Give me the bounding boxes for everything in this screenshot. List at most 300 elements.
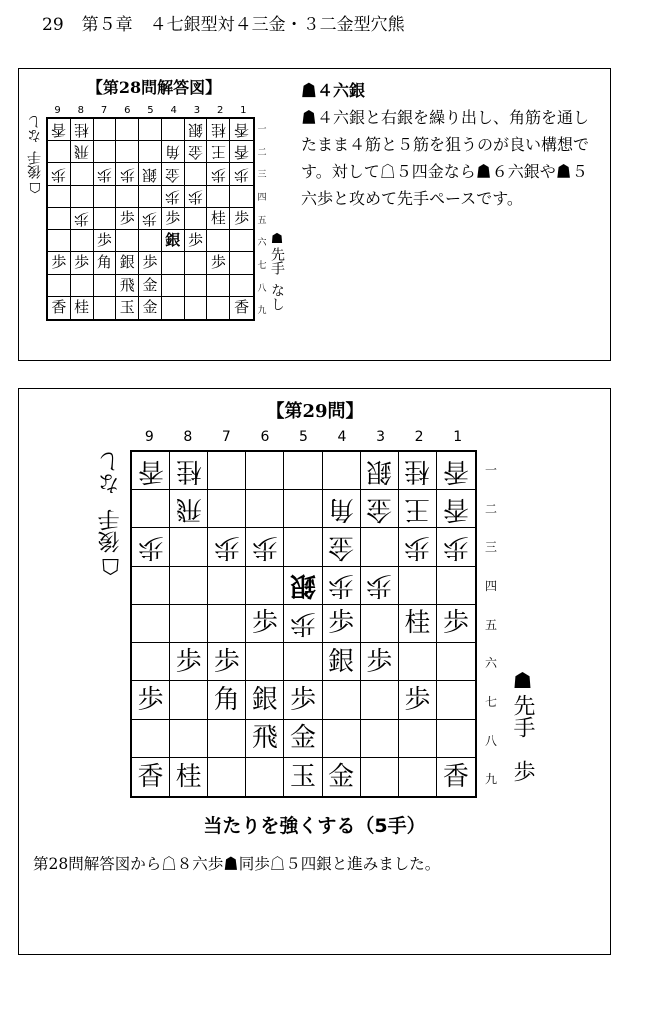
board-square [139,141,162,163]
board-square [116,208,139,230]
board-square [361,681,399,719]
row-label: 二 [257,147,267,158]
sente-piece: 銀 [328,646,355,677]
board-square [139,186,162,208]
gote-piece: 歩 [51,165,67,184]
sente-hand: なし [269,283,285,311]
sente-piece: 歩 [404,684,431,715]
problem29-sente-info [507,669,538,782]
board-square [284,720,322,758]
board-square [139,119,162,141]
board-square [323,605,361,643]
sente-piece: 銀 [119,253,135,272]
board-square [71,163,94,185]
sente-piece: 香 [137,761,164,792]
column-label: 7 [221,429,231,445]
board-square [162,275,185,297]
board-square [48,208,71,230]
sente-piece: 角 [96,253,112,272]
gote-piece: 香 [442,493,469,524]
board-square [116,186,139,208]
board-square [116,141,139,163]
board-square [399,681,437,719]
sente-piece: 銀 [251,684,278,715]
sente-piece: 歩 [442,608,469,639]
board-square [246,490,284,528]
board-square [170,567,208,605]
sente-piece: 桂 [175,761,202,792]
board-square [94,297,117,319]
sente-piece: 歩 [119,208,135,227]
board-square [361,643,399,681]
page-header [42,10,405,35]
board-square [399,528,437,566]
board-square [185,252,208,274]
board-square [170,681,208,719]
column-label: 5 [147,105,154,116]
sente-piece: 歩 [165,208,181,227]
board-square [323,720,361,758]
board-square [116,275,139,297]
sente-piece: 歩 [142,253,158,272]
column-label: 3 [193,105,201,116]
sente-piece: 歩 [137,684,164,715]
board-square [323,490,361,528]
board-square [48,252,71,274]
board-square [284,490,322,528]
gote-piece: 銀 [142,165,158,184]
column-label: 1 [453,429,463,445]
board-square [399,490,437,528]
column-label: 6 [124,105,131,116]
board-square [361,490,399,528]
problem28-column-labels [46,105,255,116]
gote-piece: 歩 [404,532,431,563]
board-square [246,452,284,490]
board-square [230,297,253,319]
row-label: 三 [484,540,497,555]
board-square [284,528,322,566]
sente-piece: 香 [51,298,67,317]
column-label: 5 [299,429,308,445]
board-square [361,567,399,605]
board-square [284,452,322,490]
gote-piece: 香 [234,143,250,162]
chapter-title: 第５章 ４七銀型対４三金・３二金型穴熊 [81,15,405,35]
board-square [185,163,208,185]
row-label: 一 [484,462,497,477]
problem29-note: 第28問解答図から☖８六歩☗同歩☖５四銀と進みました。 [33,855,441,873]
gote-piece: 歩 [251,532,278,563]
board-square [399,452,437,490]
board-square [71,208,94,230]
board-square [284,567,322,605]
board-square [94,208,117,230]
gote-piece: 歩 [289,608,316,639]
board-square [94,275,117,297]
board-square [162,252,185,274]
board-square [208,528,246,566]
problem28-sente-info [267,231,287,311]
sente-piece: 金 [328,761,355,792]
problem28-board [46,117,255,321]
board-square [284,605,322,643]
board-square [207,163,230,185]
column-label: 4 [170,105,177,116]
sente-piece: 歩 [74,253,90,272]
board-square [437,758,475,796]
board-square [361,528,399,566]
gote-piece: 桂 [74,121,90,140]
column-label: 2 [216,105,224,116]
gote-piece: 歩 [442,532,469,563]
board-square [399,758,437,796]
column-label: 4 [337,429,347,445]
board-square [246,643,284,681]
board-square [48,275,71,297]
board-square [48,119,71,141]
gote-piece: 金 [188,143,204,162]
board-square [437,567,475,605]
problem29-row-labels [477,450,505,798]
board-square [94,186,117,208]
sente-piece: 歩 [366,646,393,677]
row-label: 八 [484,733,497,748]
board-square [170,528,208,566]
board-square [139,208,162,230]
board-square [323,681,361,719]
board-square [71,230,94,252]
board-square [207,297,230,319]
board-square [162,141,185,163]
board-square [437,528,475,566]
gote-piece: 金 [328,532,355,563]
board-square [170,643,208,681]
gote-piece: 歩 [188,187,204,206]
board-square [437,490,475,528]
gote-piece: 歩 [328,570,355,601]
board-square [162,186,185,208]
board-square [207,186,230,208]
gote-piece: 歩 [137,532,164,563]
board-square [361,452,399,490]
row-label: 八 [257,283,267,294]
board-square [162,208,185,230]
gote-mark-icon: ☖ [27,179,43,195]
board-square [116,119,139,141]
board-square [399,567,437,605]
board-square [94,163,117,185]
sente-piece: 歩 [251,608,278,639]
board-square [71,297,94,319]
row-label: 七 [484,694,497,709]
column-label: 9 [54,105,61,116]
gote-piece: 銀 [366,455,393,486]
row-label: 七 [257,260,267,271]
gote-piece: 香 [51,121,67,140]
row-label: 四 [484,578,497,593]
problem29-column-labels [130,429,477,445]
board-square [230,275,253,297]
gote-piece: 飛 [175,493,202,524]
board-square [207,141,230,163]
board-square [94,141,117,163]
board-square [246,758,284,796]
board-square [437,720,475,758]
board-square [48,230,71,252]
board-square [185,275,208,297]
sente-piece: 金 [142,298,158,317]
sente-piece: 金 [289,723,316,754]
sente-hand: 歩 [510,760,535,782]
board-square [230,163,253,185]
row-label: 九 [257,306,267,317]
board-square [132,681,170,719]
gote-piece: 歩 [74,209,90,228]
board-square [207,252,230,274]
board-square [185,230,208,252]
board-square [361,605,399,643]
sente-piece: 歩 [328,608,355,639]
gote-piece: 香 [234,121,250,140]
sente-piece: 歩 [96,231,112,250]
board-square [208,452,246,490]
board-square [323,758,361,796]
board-square [207,230,230,252]
gote-hand: なし [27,115,43,143]
column-label: 6 [260,429,270,445]
gote-hand: なし [98,451,123,495]
board-square [170,452,208,490]
gote-piece: 金 [366,493,393,524]
board-square [185,186,208,208]
board-square [71,275,94,297]
board-square [94,252,117,274]
board-square [48,297,71,319]
board-square [170,758,208,796]
sente-piece: 歩 [210,253,226,272]
board-square [116,163,139,185]
sente-piece: 桂 [210,208,226,227]
column-label: 9 [144,429,154,445]
gote-piece: 銀 [188,121,204,140]
board-square [284,681,322,719]
gote-piece: 歩 [96,165,112,184]
gote-piece: 金 [165,165,181,184]
board-square [361,758,399,796]
sente-piece: 玉 [289,761,316,792]
gote-piece: 歩 [210,165,226,184]
board-square [170,720,208,758]
sente-mark-icon: ☗ [510,669,535,694]
gote-piece: 角 [328,493,355,524]
board-square [71,252,94,274]
gote-piece: 王 [210,143,226,162]
board-square [185,208,208,230]
board-square [185,119,208,141]
board-square [132,528,170,566]
board-square [94,230,117,252]
board-square [139,275,162,297]
board-square [230,141,253,163]
sente-piece: 香 [234,298,250,317]
solution-text [301,77,601,212]
board-square [208,643,246,681]
board-square [284,643,322,681]
board-square [437,452,475,490]
board-square [230,119,253,141]
board-square [208,758,246,796]
board-square [208,720,246,758]
problem29-subtitle: 当たりを強くする（5手） [203,815,426,837]
problem28-panel [18,68,611,361]
sente-mark-icon: ☗ [269,231,285,247]
board-square [132,758,170,796]
board-square [230,186,253,208]
gote-piece: 桂 [404,455,431,486]
board-square [246,528,284,566]
column-label: 8 [77,105,85,116]
board-square [246,605,284,643]
board-square [162,119,185,141]
board-square [48,186,71,208]
column-label: 8 [183,429,193,445]
board-square [208,567,246,605]
board-square [246,720,284,758]
board-square [48,141,71,163]
board-square [208,605,246,643]
board-square [208,681,246,719]
row-label: 五 [484,617,497,632]
board-square [230,230,253,252]
board-square [48,163,71,185]
board-square [230,252,253,274]
board-square [132,452,170,490]
sente-piece: 角 [213,684,240,715]
gote-piece: 歩 [119,165,135,184]
gote-piece: 歩 [142,209,158,228]
gote-piece: 歩 [213,532,240,563]
column-label: 1 [240,105,247,116]
board-square [116,252,139,274]
board-square [323,452,361,490]
board-square [207,208,230,230]
board-square [437,681,475,719]
column-label: 2 [414,429,424,445]
sente-piece: 歩 [289,684,316,715]
problem29-caption: 【第29問】 [266,401,364,422]
sente-piece: 玉 [119,298,135,317]
board-square [208,490,246,528]
problem29-gote-info [95,451,126,578]
solution-body: ☗４六銀と右銀を繰り出し、角筋を通したまま４筋と５筋を狙うのが良い構想です。対して☖５四金なら☗６六銀や☗５六歩と攻めて先手ペースです。 [301,108,590,208]
board-square [323,567,361,605]
board-square [162,230,185,252]
board-square [185,297,208,319]
board-square [399,720,437,758]
board-square [162,297,185,319]
row-label: 九 [484,772,497,787]
board-square [116,230,139,252]
gote-label: 後手 [27,151,43,179]
board-square [399,643,437,681]
gote-piece: 香 [442,455,469,486]
gote-piece: 歩 [165,187,181,206]
board-square [185,141,208,163]
board-square [207,119,230,141]
gote-piece: 香 [137,455,164,486]
sente-piece: 歩 [51,253,67,272]
board-square [284,758,322,796]
board-square [132,605,170,643]
board-square [361,720,399,758]
gote-piece: 銀 [289,570,316,601]
sente-piece: 金 [142,275,158,294]
sente-piece: 歩 [175,646,202,677]
row-label: 二 [484,501,497,516]
board-square [132,567,170,605]
sente-piece: 飛 [119,275,135,294]
board-square [162,163,185,185]
gote-piece: 歩 [366,570,393,601]
gote-label: 後手 [98,509,123,553]
board-square [323,643,361,681]
board-square [207,275,230,297]
sente-piece: 桂 [74,298,90,317]
sente-piece: 歩 [213,646,240,677]
column-label: 3 [376,429,386,445]
board-square [437,605,475,643]
row-label: 六 [484,656,497,671]
sente-label: 先手 [269,247,285,275]
board-square [170,605,208,643]
gote-piece: 歩 [234,165,250,184]
board-square [139,252,162,274]
sente-piece: 銀 [165,231,181,250]
row-label: 六 [257,238,267,249]
gote-piece: 桂 [175,455,202,486]
board-square [94,119,117,141]
board-square [230,208,253,230]
gote-piece: 王 [404,493,431,524]
gote-mark-icon: ☖ [98,553,123,578]
board-square [139,230,162,252]
problem29-board [130,450,477,798]
solution-title: ☗４六銀 [301,81,366,100]
board-square [139,163,162,185]
board-square [246,681,284,719]
row-label: 五 [257,215,267,226]
board-square [132,490,170,528]
row-label: 四 [257,192,267,203]
board-square [71,186,94,208]
sente-piece: 香 [442,761,469,792]
board-square [170,490,208,528]
row-label: 三 [257,170,267,181]
sente-label: 先手 [510,694,535,738]
board-square [116,297,139,319]
problem28-gote-info [25,115,45,195]
column-label: 7 [100,105,108,116]
board-square [71,141,94,163]
sente-piece: 歩 [234,208,250,227]
board-square [399,605,437,643]
row-label: 一 [257,124,267,135]
gote-piece: 飛 [74,143,90,162]
problem29-panel [18,388,611,955]
board-square [246,567,284,605]
board-square [323,528,361,566]
